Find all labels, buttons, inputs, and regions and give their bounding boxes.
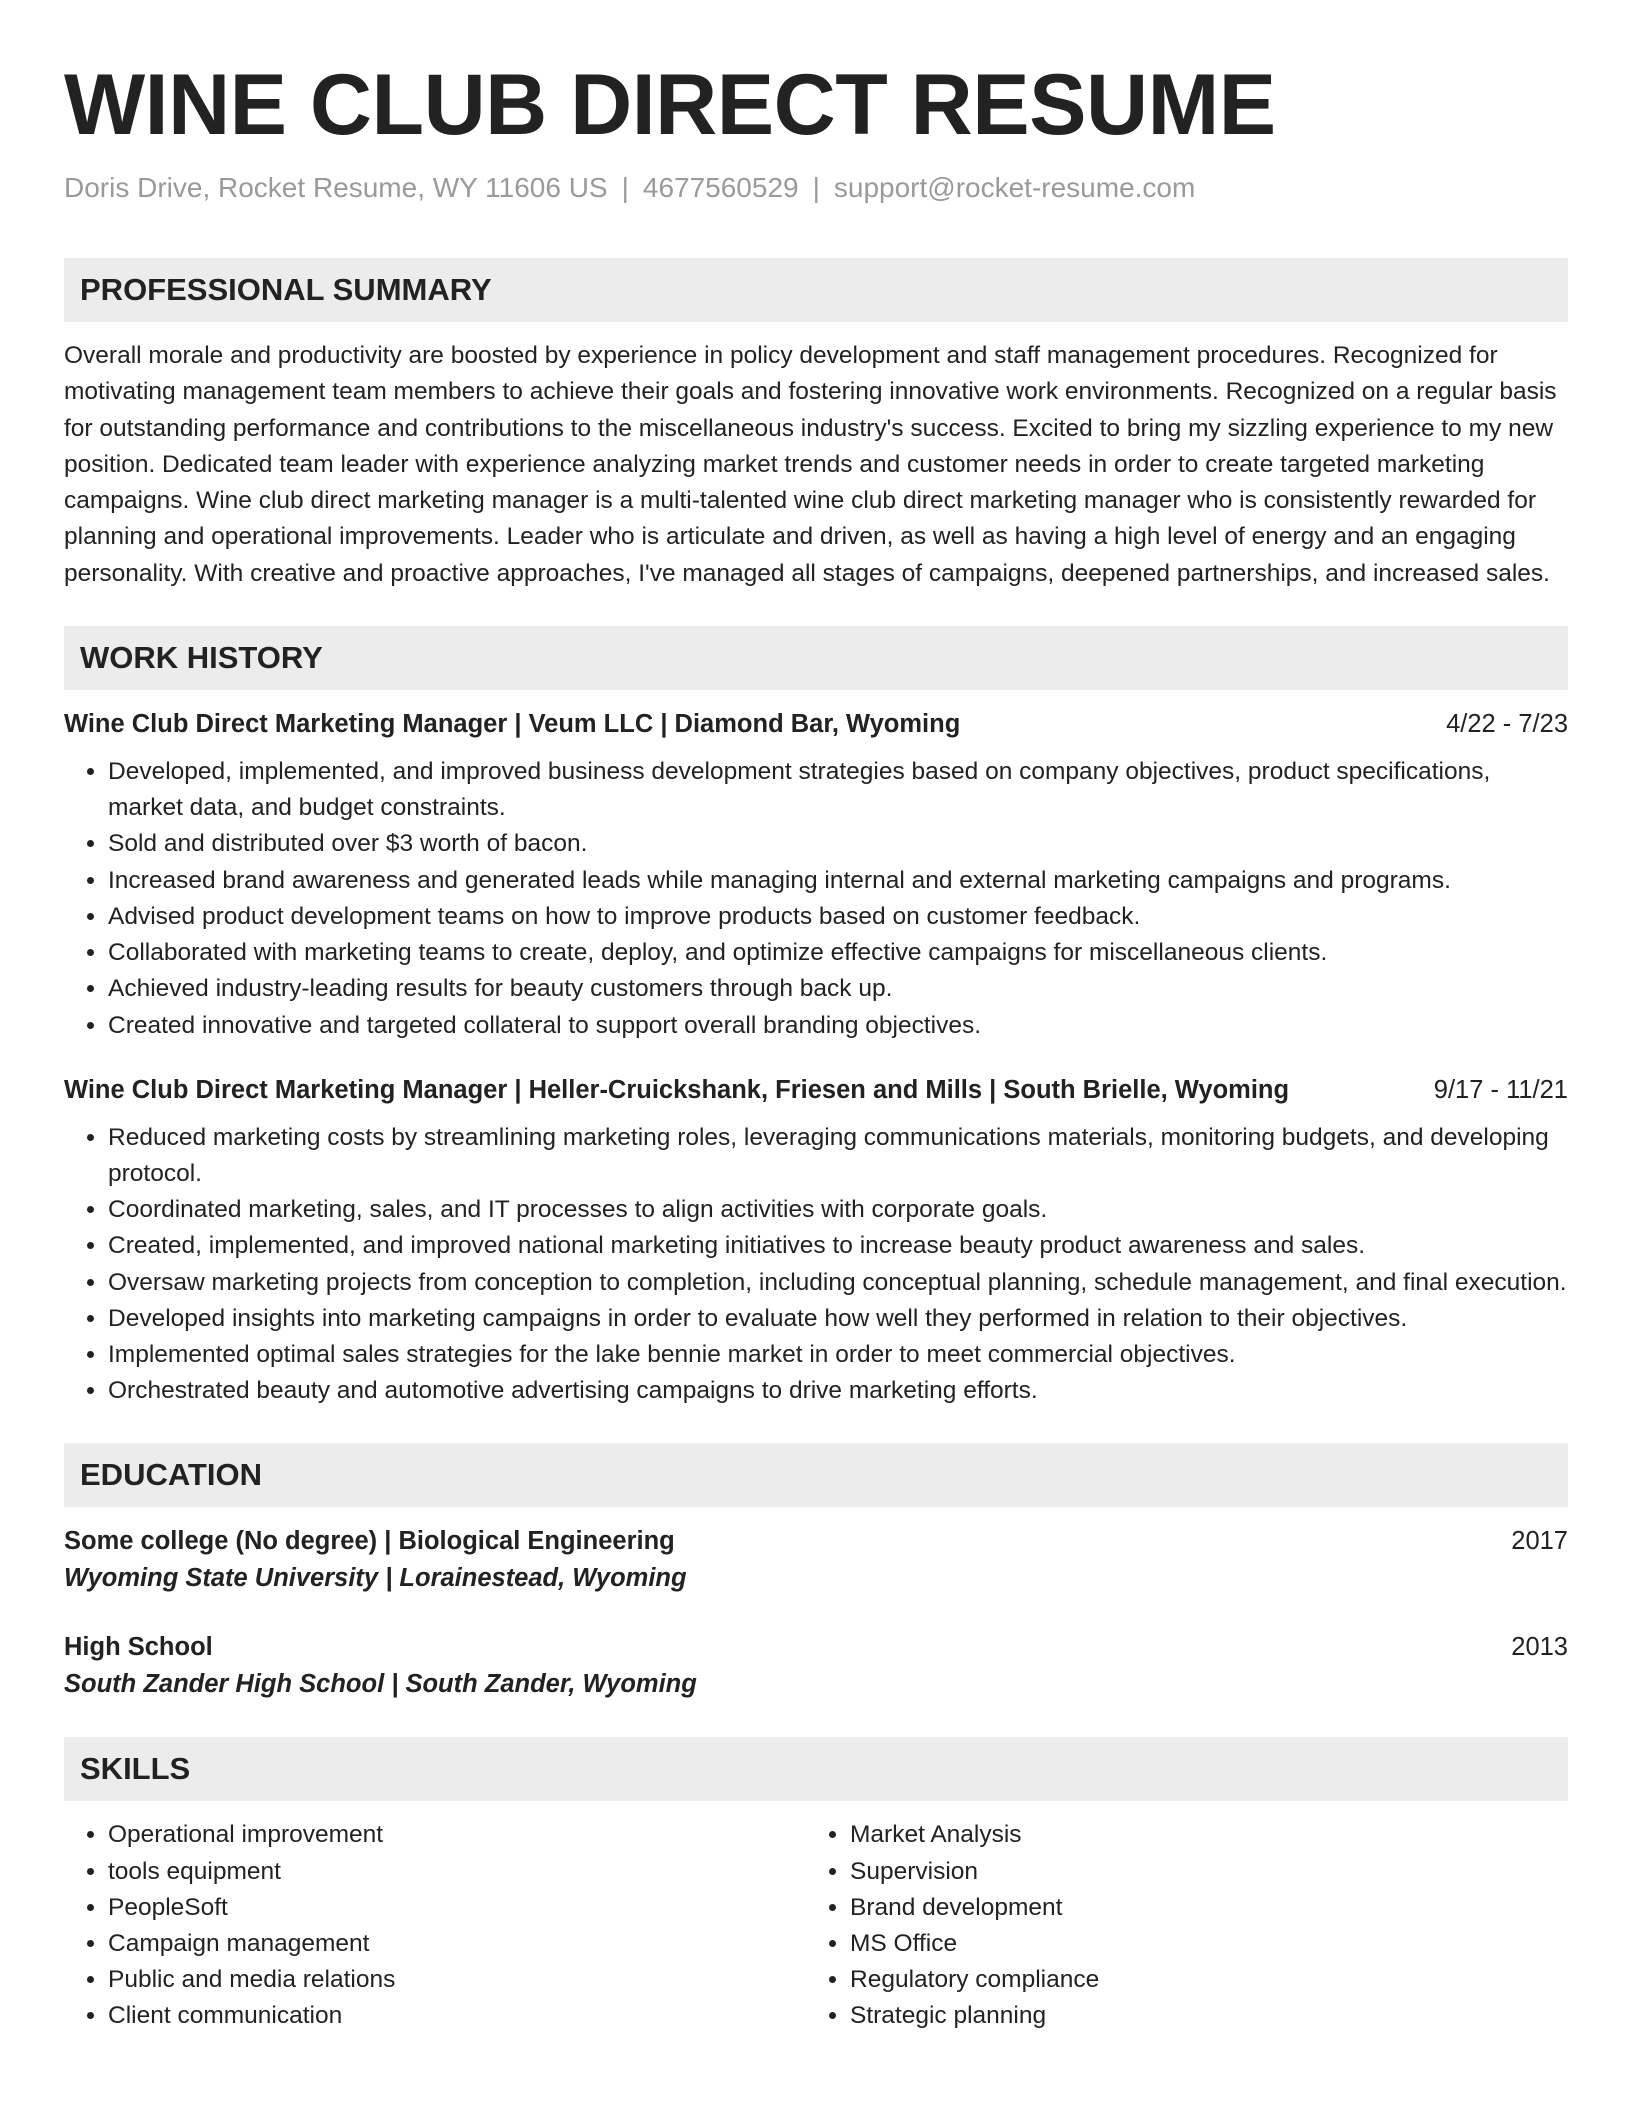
skills-column-left: [64, 1817, 806, 2034]
job-bullet: • Created, implemented, and improved national marketing initiatives to increase beauty product awareness and sales.: [108, 1228, 1568, 1264]
job-bullet: • Coordinated marketing, sales, and IT processes to align activities with corporate goals.: [108, 1192, 1568, 1228]
job-bullet: • Increased brand awareness and generated leads while managing internal and external marketing campaigns and programs.: [108, 863, 1568, 899]
resume-title: WINE CLUB DIRECT RESUME: [64, 57, 1276, 153]
job-entry: [64, 1072, 1568, 1410]
contact-line: [64, 170, 1568, 206]
job-header: [64, 1072, 1568, 1108]
contact-address: Doris Drive, Rocket Resume, WY 11606 US: [64, 172, 608, 203]
skill-item: • PeopleSoft: [108, 1890, 806, 1926]
job-bullet: • Created innovative and targeted collateral to support overall branding objectives.: [108, 1008, 1568, 1044]
skill-item: • Public and media relations: [108, 1962, 806, 1998]
skill-item: • Campaign management: [108, 1926, 806, 1962]
education-header: [64, 1523, 1568, 1559]
skill-item: • MS Office: [850, 1926, 1548, 1962]
job-dates: 4/22 - 7/23: [1446, 710, 1568, 739]
education-school: South Zander High School | South Zander, Wyoming: [64, 1670, 697, 1699]
education-school: Wyoming State University | Lorainestead, Wyoming: [64, 1564, 687, 1593]
job-bullet: • Advised product development teams on how to improve products based on customer feedback.: [108, 899, 1568, 935]
job-bullet: • Achieved industry-leading results for beauty customers through back up.: [108, 971, 1568, 1007]
job-bullets: [64, 1120, 1568, 1410]
job-dates: 9/17 - 11/21: [1433, 1075, 1568, 1104]
skill-item: • Operational improvement: [108, 1817, 806, 1853]
job-title: Wine Club Direct Marketing Manager | Heller-Cruickshank, Friesen and Mills | South Brielle, Wyoming: [64, 1075, 1290, 1104]
section-heading-work-history: WORK HISTORY: [64, 626, 1568, 690]
skills-list: [64, 1817, 1568, 2034]
contact-separator: |: [812, 172, 820, 203]
skill-item: • Client communication: [108, 1998, 806, 2034]
job-bullet: • Orchestrated beauty and automotive advertising campaigns to drive marketing efforts.: [108, 1373, 1568, 1409]
section-heading-education: EDUCATION: [64, 1443, 1568, 1507]
education-degree: Some college (No degree) | Biological Engineering: [64, 1527, 675, 1556]
contact-email: support@rocket-resume.com: [833, 172, 1196, 203]
section-heading-skills: SKILLS: [64, 1737, 1568, 1801]
job-title: Wine Club Direct Marketing Manager | Veum LLC | Diamond Bar, Wyoming: [64, 710, 961, 739]
education-year: 2013: [1511, 1633, 1568, 1662]
skill-item: • tools equipment: [108, 1854, 806, 1890]
job-bullet: • Oversaw marketing projects from conception to completion, including conceptual planning, schedule management, and final execution.: [108, 1265, 1568, 1301]
job-bullets: [64, 754, 1568, 1044]
job-entry: [64, 706, 1568, 1044]
skill-item: • Regulatory compliance: [850, 1962, 1548, 1998]
skill-item: • Market Analysis: [850, 1817, 1548, 1853]
job-bullet: • Sold and distributed over $3 worth of bacon.: [108, 826, 1568, 862]
summary-text: Overall morale and productivity are boosted by experience in policy development and staff management procedures. Recognized for motivating management team members to achieve their goals and fostering innovative work environments. Recognized on a regular basis for outstanding performance and contributions to the miscellaneous industry's success. Excited to bring my sizzling experience to my new position. Dedicated team leader with experience analyzing market trends and customer needs in order to create targeted marketing campaigns. Wine club direct marketing manager is a multi-talented wine club direct marketing manager who is consistently rewarded for planning and operational improvements. Leader who is articulate and driven, as well as having a high level of energy and an engaging personality. With creative and proactive approaches, I've managed all stages of campaigns, deepened partnerships, and increased sales.: [64, 342, 1557, 587]
skill-item: • Supervision: [850, 1854, 1548, 1890]
job-bullet: • Reduced marketing costs by streamlining marketing roles, leveraging communications materials, monitoring budgets, and developing protocol.: [108, 1120, 1568, 1192]
job-bullet: • Developed insights into marketing campaigns in order to evaluate how well they performed in relation to their objectives.: [108, 1301, 1568, 1337]
skills-column-right: [806, 1817, 1548, 2034]
contact-separator: |: [621, 172, 629, 203]
job-bullet: • Implemented optimal sales strategies for the lake bennie market in order to meet commercial objectives.: [108, 1337, 1568, 1373]
skill-item: • Strategic planning: [850, 1998, 1548, 2034]
education-header: [64, 1629, 1568, 1665]
education-year: 2017: [1511, 1527, 1568, 1556]
education-entry: [64, 1629, 1568, 1703]
contact-phone: 4677560529: [642, 172, 799, 203]
job-bullet: • Developed, implemented, and improved business development strategies based on company objectives, product specifications, market data, and budget constraints.: [108, 754, 1568, 826]
education-entry: [64, 1523, 1568, 1597]
education-degree: High School: [64, 1633, 213, 1662]
section-heading-summary: PROFESSIONAL SUMMARY: [64, 258, 1568, 322]
skill-item: • Brand development: [850, 1890, 1548, 1926]
job-bullet: • Collaborated with marketing teams to create, deploy, and optimize effective campaigns for miscellaneous clients.: [108, 935, 1568, 971]
job-header: [64, 706, 1568, 742]
